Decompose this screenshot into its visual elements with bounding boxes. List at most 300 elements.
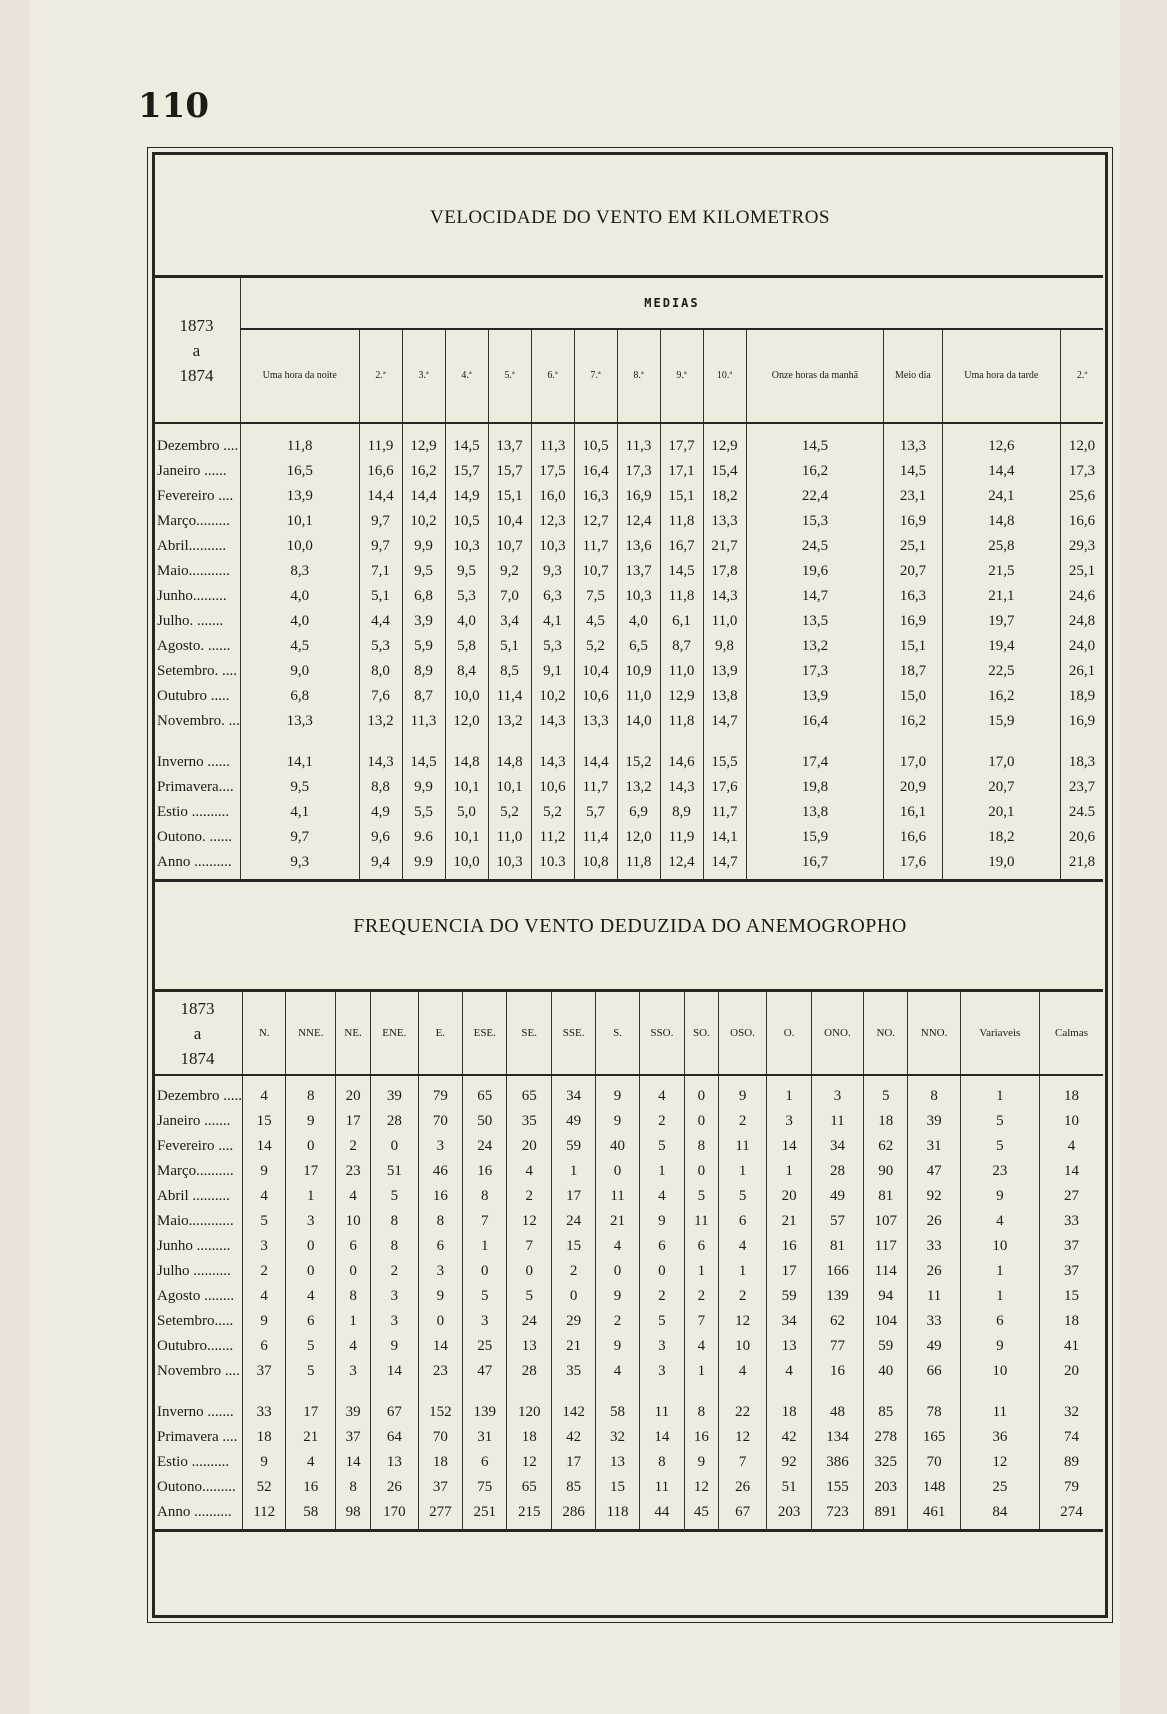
table-cell: 40 <box>864 1359 908 1384</box>
table-cell: 18,2 <box>703 484 746 509</box>
table-cell: 165 <box>908 1425 960 1450</box>
table-cell: 67 <box>718 1500 767 1531</box>
table-cell: 2 <box>507 1184 551 1209</box>
page-number: 110 <box>138 86 209 126</box>
table-cell: 0 <box>463 1259 507 1284</box>
table-cell: 14,1 <box>703 825 746 850</box>
table-cell: 11 <box>718 1134 767 1159</box>
table-cell: 29 <box>551 1309 595 1334</box>
table-cell: 25 <box>960 1475 1039 1500</box>
table-cell: 81 <box>811 1234 863 1259</box>
table-cell: 24 <box>463 1134 507 1159</box>
table-cell: 12 <box>507 1209 551 1234</box>
table-cell: 4 <box>718 1359 767 1384</box>
table-cell: 4,0 <box>445 609 488 634</box>
column-header: 10.ª <box>703 329 746 423</box>
table-cell: 277 <box>418 1500 462 1531</box>
table-cell: 1 <box>718 1159 767 1184</box>
table-row <box>153 1184 1103 1209</box>
table-cell: 9,6 <box>359 825 402 850</box>
table-cell: 4 <box>1067 1138 1076 1154</box>
table-cell: 14,7 <box>746 584 884 609</box>
table-cell: 3 <box>371 1309 419 1334</box>
table-cell: 64 <box>371 1425 419 1450</box>
table-cell: 19,8 <box>746 775 884 800</box>
table-cell: 11 <box>596 1184 639 1209</box>
table-cell: 11,7 <box>574 775 617 800</box>
table-cell: 4 <box>286 1284 336 1309</box>
row-label: Setembro..... <box>153 1309 242 1334</box>
table-row <box>153 709 1103 734</box>
table-cell: 12,4 <box>660 850 703 881</box>
row-label: Junho ......... <box>153 1234 242 1259</box>
column-header: NE. <box>336 991 371 1076</box>
table-cell: 1 <box>685 1259 719 1284</box>
row-label: Anno .......... <box>153 1500 242 1531</box>
table-cell: 10,0 <box>240 534 359 559</box>
table-cell: 1 <box>767 1159 811 1184</box>
table-cell: 0 <box>685 1075 719 1109</box>
table-cell: 16 <box>685 1425 719 1450</box>
table-cell: 4 <box>718 1234 767 1259</box>
table-cell: 10,1 <box>445 775 488 800</box>
row-label: Outubro ..... <box>153 684 240 709</box>
table-cell: 11,0 <box>617 684 660 709</box>
table-cell: 0 <box>336 1259 371 1284</box>
table-cell: 6 <box>242 1334 285 1359</box>
table-cell: 13,8 <box>746 800 884 825</box>
table-cell: 0 <box>286 1259 336 1284</box>
table-cell: 14,1 <box>240 734 359 775</box>
table-cell: 9 <box>242 1450 285 1475</box>
table-frame <box>152 152 1108 1618</box>
table-cell: 9.6 <box>402 825 445 850</box>
table-cell: 5 <box>864 1075 908 1109</box>
table-cell: 16,7 <box>746 850 884 881</box>
table-cell: 5 <box>242 1209 285 1234</box>
table-cell: 8,8 <box>359 775 402 800</box>
table-cell: 15,9 <box>942 709 1061 734</box>
velocity-year-header <box>153 277 240 424</box>
table-cell: 17 <box>551 1450 595 1475</box>
table-cell: 44 <box>639 1500 684 1531</box>
table-cell: 59 <box>864 1334 908 1359</box>
table-cell: 2 <box>336 1134 371 1159</box>
table-cell: 4,5 <box>574 609 617 634</box>
table-cell: 11,0 <box>488 825 531 850</box>
table-cell: 6,8 <box>240 684 359 709</box>
table-row <box>153 684 1103 709</box>
table-cell: 5,7 <box>574 800 617 825</box>
table-cell: 10,1 <box>240 509 359 534</box>
table-cell: 12 <box>718 1309 767 1334</box>
table-cell: 1 <box>685 1359 719 1384</box>
table-cell: 8 <box>371 1234 419 1259</box>
table-cell: 16,9 <box>617 484 660 509</box>
frequency-title: FREQUENCIA DO VENTO DEDUZIDA DO ANEMOGROPHO <box>353 915 907 937</box>
table-cell: 14,8 <box>488 734 531 775</box>
table-cell: 325 <box>864 1450 908 1475</box>
table-cell: 112 <box>242 1500 285 1531</box>
table-cell: 20,7 <box>884 559 942 584</box>
table-cell: 6,5 <box>617 634 660 659</box>
table-cell: 15,4 <box>703 459 746 484</box>
table-cell: 17,3 <box>746 659 884 684</box>
table-cell: 48 <box>811 1384 863 1425</box>
table-cell: 5 <box>286 1334 336 1359</box>
table-cell: 14 <box>418 1334 462 1359</box>
column-header: 5.ª <box>488 329 531 423</box>
table-cell: 13,7 <box>488 423 531 459</box>
table-cell: 15,7 <box>445 459 488 484</box>
table-cell: 52 <box>242 1475 285 1500</box>
table-cell: 9 <box>718 1075 767 1109</box>
column-header: NNE. <box>286 991 336 1076</box>
table-cell: 34 <box>551 1075 595 1109</box>
table-cell: 251 <box>463 1500 507 1531</box>
frequency-table <box>153 989 1103 1532</box>
table-cell: 20 <box>507 1134 551 1159</box>
table-cell: 203 <box>864 1475 908 1500</box>
table-cell: 33 <box>908 1309 960 1334</box>
table-cell: 9,8 <box>703 634 746 659</box>
table-cell: 155 <box>811 1475 863 1500</box>
table-cell: 16 <box>811 1359 863 1384</box>
table-cell: 50 <box>463 1109 507 1134</box>
table-cell: 14 <box>371 1359 419 1384</box>
row-label: Novembro. ... <box>153 709 240 734</box>
table-cell: 9.9 <box>402 850 445 881</box>
table-cell: 11,0 <box>703 609 746 634</box>
table-cell: 15 <box>1063 1288 1079 1304</box>
table-row <box>153 484 1103 509</box>
table-cell: 2 <box>371 1259 419 1284</box>
row-label: Inverno ...... <box>153 734 240 775</box>
table-cell: 4,0 <box>240 609 359 634</box>
table-cell: 21,7 <box>703 534 746 559</box>
table-cell: 8,5 <box>488 659 531 684</box>
table-cell: 22,4 <box>746 484 884 509</box>
table-cell: 6 <box>463 1450 507 1475</box>
table-cell: 7 <box>463 1209 507 1234</box>
table-cell: 16,9 <box>884 509 942 534</box>
table-cell: 4 <box>960 1209 1039 1234</box>
table-cell: 11 <box>908 1284 960 1309</box>
table-cell: 11,3 <box>531 423 574 459</box>
table-cell: 17 <box>286 1159 336 1184</box>
table-cell: 85 <box>551 1475 595 1500</box>
table-cell: 9,3 <box>531 559 574 584</box>
table-cell: 18 <box>767 1384 811 1425</box>
table-cell: 39 <box>336 1384 371 1425</box>
table-cell: 8,7 <box>402 684 445 709</box>
table-cell: 13,3 <box>240 709 359 734</box>
table-cell: 107 <box>864 1209 908 1234</box>
table-cell: 40 <box>596 1134 639 1159</box>
row-label: Janeiro ....... <box>153 1109 242 1134</box>
column-header: SSO. <box>639 991 684 1076</box>
table-cell: 21,1 <box>942 584 1061 609</box>
table-cell: 5,8 <box>445 634 488 659</box>
table-cell: 17,0 <box>884 734 942 775</box>
table-cell: 104 <box>864 1309 908 1334</box>
table-cell: 24,6 <box>1068 588 1096 604</box>
table-cell: 20 <box>767 1184 811 1209</box>
row-label: Março.......... <box>153 1159 242 1184</box>
table-cell: 23,7 <box>1068 779 1096 795</box>
table-cell: 10 <box>336 1209 371 1234</box>
column-header: SSE. <box>551 991 595 1076</box>
table-cell: 9,0 <box>240 659 359 684</box>
table-cell: 94 <box>864 1284 908 1309</box>
table-cell: 14,5 <box>660 559 703 584</box>
table-cell: 19,6 <box>746 559 884 584</box>
table-cell: 29,3 <box>1068 538 1096 554</box>
table-cell: 18 <box>1063 1088 1079 1104</box>
table-cell: 46 <box>418 1159 462 1184</box>
table-cell: 17 <box>767 1259 811 1284</box>
table-cell: 16,2 <box>746 459 884 484</box>
table-cell: 17,0 <box>942 734 1061 775</box>
table-cell: 11,8 <box>617 850 660 881</box>
table-cell: 4 <box>336 1184 371 1209</box>
table-row <box>153 1309 1103 1334</box>
table-cell: 6 <box>639 1234 684 1259</box>
column-header: 7.ª <box>574 329 617 423</box>
year-start: 1873 <box>180 998 215 1018</box>
row-label: Janeiro ...... <box>153 459 240 484</box>
table-cell: 16,4 <box>574 459 617 484</box>
row-label: Primavera .... <box>153 1425 242 1450</box>
row-label: Fevereiro .... <box>153 1134 242 1159</box>
table-cell: 13 <box>767 1334 811 1359</box>
table-cell: 25,1 <box>1068 563 1096 579</box>
table-cell: 12,0 <box>445 709 488 734</box>
table-cell: 386 <box>811 1450 863 1475</box>
table-cell: 9,7 <box>240 825 359 850</box>
table-cell: 3,9 <box>402 609 445 634</box>
table-cell: 14 <box>336 1450 371 1475</box>
table-cell: 14,3 <box>359 734 402 775</box>
table-cell: 891 <box>864 1500 908 1531</box>
column-header: 2.ª <box>1061 329 1103 423</box>
table-cell: 4,9 <box>359 800 402 825</box>
table-cell: 278 <box>864 1425 908 1450</box>
row-label: Anno .......... <box>153 850 240 881</box>
table-cell: 12,4 <box>617 509 660 534</box>
table-cell: 16,2 <box>942 684 1061 709</box>
table-cell: 10,1 <box>445 825 488 850</box>
table-cell: 120 <box>507 1384 551 1425</box>
column-header: 3.ª <box>402 329 445 423</box>
table-cell: 17 <box>336 1109 371 1134</box>
table-cell: 139 <box>463 1384 507 1425</box>
table-cell: 19,0 <box>942 850 1061 881</box>
table-cell: 117 <box>864 1234 908 1259</box>
table-cell: 15,1 <box>660 484 703 509</box>
table-cell: 8,3 <box>240 559 359 584</box>
table-cell: 12,0 <box>1068 438 1096 454</box>
table-cell: 9 <box>596 1334 639 1359</box>
table-cell: 11,9 <box>359 423 402 459</box>
table-cell: 11 <box>685 1209 719 1234</box>
table-cell: 8 <box>463 1184 507 1209</box>
table-cell: 2 <box>685 1284 719 1309</box>
table-cell: 15 <box>551 1234 595 1259</box>
row-label: Junho......... <box>153 584 240 609</box>
table-cell: 3 <box>336 1359 371 1384</box>
table-cell: 16,5 <box>240 459 359 484</box>
table-cell: 8,9 <box>402 659 445 684</box>
table-cell: 20,1 <box>942 800 1061 825</box>
table-cell: 18 <box>242 1425 285 1450</box>
table-cell: 84 <box>960 1500 1039 1531</box>
table-row <box>153 734 1103 775</box>
year-sep: a <box>193 1023 202 1043</box>
table-cell: 4 <box>639 1075 684 1109</box>
table-cell: 5 <box>463 1284 507 1309</box>
table-cell: 10,0 <box>445 850 488 881</box>
table-cell: 3 <box>639 1359 684 1384</box>
table-cell: 10,7 <box>488 534 531 559</box>
table-cell: 47 <box>908 1159 960 1184</box>
medias-header: MEDIAS <box>644 296 700 310</box>
table-cell: 9 <box>286 1109 336 1134</box>
table-cell: 28 <box>371 1109 419 1134</box>
table-cell: 7,1 <box>359 559 402 584</box>
row-label: Primavera.... <box>153 775 240 800</box>
table-cell: 11 <box>811 1109 863 1134</box>
table-cell: 6,1 <box>660 609 703 634</box>
table-cell: 24.5 <box>1068 804 1096 820</box>
table-cell: 28 <box>507 1359 551 1384</box>
table-cell: 4 <box>507 1159 551 1184</box>
table-cell: 49 <box>908 1334 960 1359</box>
table-row <box>153 584 1103 609</box>
table-cell: 16,3 <box>574 484 617 509</box>
table-cell: 62 <box>811 1309 863 1334</box>
table-cell: 1 <box>960 1075 1039 1109</box>
table-cell: 66 <box>908 1359 960 1384</box>
table-cell: 0 <box>371 1134 419 1159</box>
table-cell: 4 <box>336 1334 371 1359</box>
table-cell: 8 <box>685 1384 719 1425</box>
table-cell: 58 <box>596 1384 639 1425</box>
table-cell: 5 <box>286 1359 336 1384</box>
table-cell: 4,4 <box>359 609 402 634</box>
table-cell: 16,4 <box>746 709 884 734</box>
table-row <box>153 1359 1103 1384</box>
table-cell: 8,0 <box>359 659 402 684</box>
table-cell: 17,7 <box>660 423 703 459</box>
table-cell: 14,6 <box>660 734 703 775</box>
table-cell: 10,0 <box>445 684 488 709</box>
table-cell: 8 <box>286 1075 336 1109</box>
table-cell: 37 <box>242 1359 285 1384</box>
table-cell: 42 <box>767 1425 811 1450</box>
table-cell: 16,6 <box>1068 513 1096 529</box>
table-cell: 11,8 <box>660 584 703 609</box>
table-cell: 39 <box>371 1075 419 1109</box>
table-cell: 15,2 <box>617 734 660 775</box>
table-cell: 47 <box>463 1359 507 1384</box>
table-cell: 20 <box>336 1075 371 1109</box>
year-end: 1874 <box>179 365 214 385</box>
table-cell: 13,2 <box>359 709 402 734</box>
table-cell: 39 <box>908 1109 960 1134</box>
table-cell: 16 <box>286 1475 336 1500</box>
table-cell: 17,3 <box>1068 463 1096 479</box>
table-cell: 17,5 <box>531 459 574 484</box>
table-cell: 0 <box>418 1309 462 1334</box>
table-cell: 10,5 <box>574 423 617 459</box>
table-cell: 26 <box>908 1209 960 1234</box>
table-cell: 17 <box>286 1384 336 1425</box>
table-cell: 8,4 <box>445 659 488 684</box>
table-cell: 0 <box>596 1159 639 1184</box>
row-label: Agosto ........ <box>153 1284 242 1309</box>
table-cell: 215 <box>507 1500 551 1531</box>
table-cell: 37 <box>1063 1263 1079 1279</box>
table-cell: 13,5 <box>746 609 884 634</box>
table-cell: 11,3 <box>617 423 660 459</box>
table-cell: 9,3 <box>240 850 359 881</box>
table-cell: 9 <box>242 1159 285 1184</box>
table-cell: 10,3 <box>488 850 531 881</box>
table-cell: 10,3 <box>445 534 488 559</box>
table-row <box>153 1109 1103 1134</box>
table-cell: 1 <box>960 1284 1039 1309</box>
table-cell: 16,6 <box>884 825 942 850</box>
table-cell: 14 <box>242 1134 285 1159</box>
table-cell: 6 <box>336 1234 371 1259</box>
table-cell: 75 <box>463 1475 507 1500</box>
table-cell: 13,3 <box>884 423 942 459</box>
table-cell: 5,2 <box>531 800 574 825</box>
table-cell: 9 <box>639 1209 684 1234</box>
table-cell: 2 <box>718 1284 767 1309</box>
column-header: SE. <box>507 991 551 1076</box>
table-cell: 14 <box>639 1425 684 1450</box>
table-cell: 2 <box>639 1284 684 1309</box>
table-cell: 17 <box>551 1184 595 1209</box>
table-cell: 9 <box>242 1309 285 1334</box>
table-cell: 10,9 <box>617 659 660 684</box>
table-cell: 70 <box>418 1425 462 1450</box>
table-cell: 70 <box>418 1109 462 1134</box>
table-cell: 11,7 <box>574 534 617 559</box>
table-cell: 33 <box>242 1384 285 1425</box>
column-header: NNO. <box>908 991 960 1076</box>
table-cell: 4 <box>639 1184 684 1209</box>
year-end: 1874 <box>180 1048 215 1068</box>
table-cell: 28 <box>811 1159 863 1184</box>
table-row <box>153 1384 1103 1425</box>
table-cell: 19,7 <box>942 609 1061 634</box>
column-header: ESE. <box>463 991 507 1076</box>
table-cell: 9,9 <box>402 775 445 800</box>
table-cell: 26 <box>371 1475 419 1500</box>
table-cell: 5,9 <box>402 634 445 659</box>
table-cell: 20,6 <box>1068 829 1096 845</box>
table-cell: 11 <box>639 1384 684 1425</box>
table-cell: 12 <box>718 1425 767 1450</box>
table-cell: 89 <box>1063 1454 1079 1470</box>
table-cell: 10 <box>960 1359 1039 1384</box>
table-cell: 23 <box>960 1159 1039 1184</box>
table-cell: 13,9 <box>703 659 746 684</box>
table-cell: 7,0 <box>488 584 531 609</box>
